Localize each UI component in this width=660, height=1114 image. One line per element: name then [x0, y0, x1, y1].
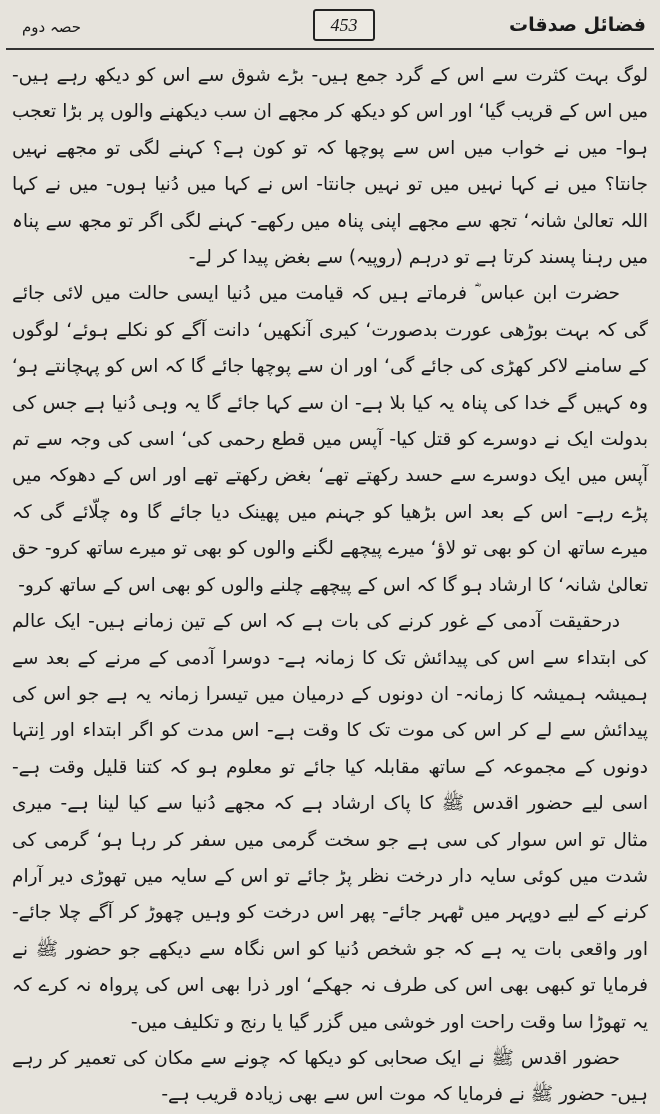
body-text — [12, 58, 648, 1114]
book-title: فضائل صدقات — [508, 14, 646, 36]
paragraph-4: حضور اقدس ﷺ نے ایک صحابی کو دیکھا کہ چونے سے مکان کی تعمیر کر رہے ہیں- حضور ﷺ نے فرمایا کہ موت اس سے بھی زیادہ قریب ہے- — [12, 1047, 648, 1106]
paragraph-2: حضرت ابن عباس ؓ فرماتے ہیں کہ قیامت میں دُنیا ایسی حالت میں لائی جائے گی کہ بہت بوڑھی عورت بدصورت‘ کیری آنکھیں‘ دانت آگے کو نکلے ہوئے‘ لوگوں کے سامنے لاکر کھڑی کی جائے گی‘ اور ان سے پوچھا جائے گا کہ اس کو پہچانتے ہو‘ وہ کہیں گے خدا کی پناہ یہ کیا بلا ہے- ان سے کہا جائے گا یہ وہی دُنیا ہے جس کی بدولت ایک نے دوسرے کو قتل کیا- آپس میں قطع رحمی کی‘ اسی کی وجہ سے تم آپس میں ایک دوسرے سے حسد رکھتے تھے‘ بغض رکھتے تھے اور اس کے دھوکہ میں پڑے رہے- اس کے بعد اس بڑھیا کو جہنم میں پھینک دیا جائے گا وہ چلّائے گی کہ میرے ساتھ ان کو بھی تو لاؤ‘ میرے پیچھے لگنے والوں کو بھی تو میرے ساتھ کرو- حق تعالیٰ شانہ‘ کا ارشاد ہو گا کہ اس کے پیچھے چلنے والوں کو بھی اس کے ساتھ کرو- — [12, 283, 648, 596]
paragraph-1: لوگ بہت کثرت سے اس کے گرد جمع ہیں- بڑے شوق سے اس کو دیکھ رہے ہیں- میں اس کے قریب گیا‘ اور اس کو دیکھ کر مجھے ان سب دیکھنے والوں پر بڑا تعجب ہوا- میں نے خواب میں اس سے پوچھا کہ تو کون ہے؟ کہنے لگی تو مجھے نہیں جانتا؟ میں نے کہا نہیں میں تو نہیں جانتا- اس نے کہا میں دُنیا ہوں- میں نے کہا اللہ تعالیٰ شانہ‘ تجھ سے مجھے اپنی پناہ میں رکھے- کہنے لگی اگر تو مجھ سے پناہ میں رہنا پسند کرتا ہے تو درہم (روپیہ) سے بغض پیدا کر لے- — [12, 65, 648, 269]
page-header — [0, 0, 660, 56]
page-number: 453 — [313, 9, 375, 41]
part-label: حصہ دوم — [22, 18, 82, 36]
paragraph-3: درحقیقت آدمی کے غور کرنے کی بات ہے کہ اس کے تین زمانے ہیں- ایک عالم کی ابتداء سے اس کی پیدائش تک کا زمانہ ہے- دوسرا آدمی کے مرنے کے بعد سے ہمیشہ ہمیشہ کا زمانہ- ان دونوں کے درمیان میں تیسرا زمانہ یہ ہے جو اس کی پیدائش سے لے کر اس کی موت تک کا وقت ہے- اس مدت کو اگر ابتداء اور اِنتہا دونوں کے مجموعہ کے ساتھ مقابلہ کیا جائے تو معلوم ہو کہ کتنا قلیل وقت ہے- اسی لیے حضور اقدس ﷺ کا پاک ارشاد ہے کہ مجھے دُنیا سے کیا لینا ہے- میری مثال تو اس سوار کی سی ہے جو سخت گرمی میں سفر کر رہا ہو‘ گرمی کی شدت میں کوئی سایہ دار درخت نظر پڑ جائے تو اس کے سایہ میں تھوڑی دیر آرام کرنے کے لیے دوپہر میں ٹھہر جائے- پھر اس درخت کو وہیں چھوڑ کر آگے چلا جائے- اور واقعی بات یہ ہے کہ جو شخص دُنیا کو اس نگاہ سے دیکھے جو حضور ﷺ نے فرمایا تو کبھی بھی اس کی طرف نہ جھکے‘ اور ذرا بھی اس کی پرواہ نہ کرے کہ یہ تھوڑا سا وقت راحت اور خوشی میں گزر گیا یا رنج و تکلیف میں- — [12, 611, 648, 1033]
header-rule — [6, 48, 654, 50]
